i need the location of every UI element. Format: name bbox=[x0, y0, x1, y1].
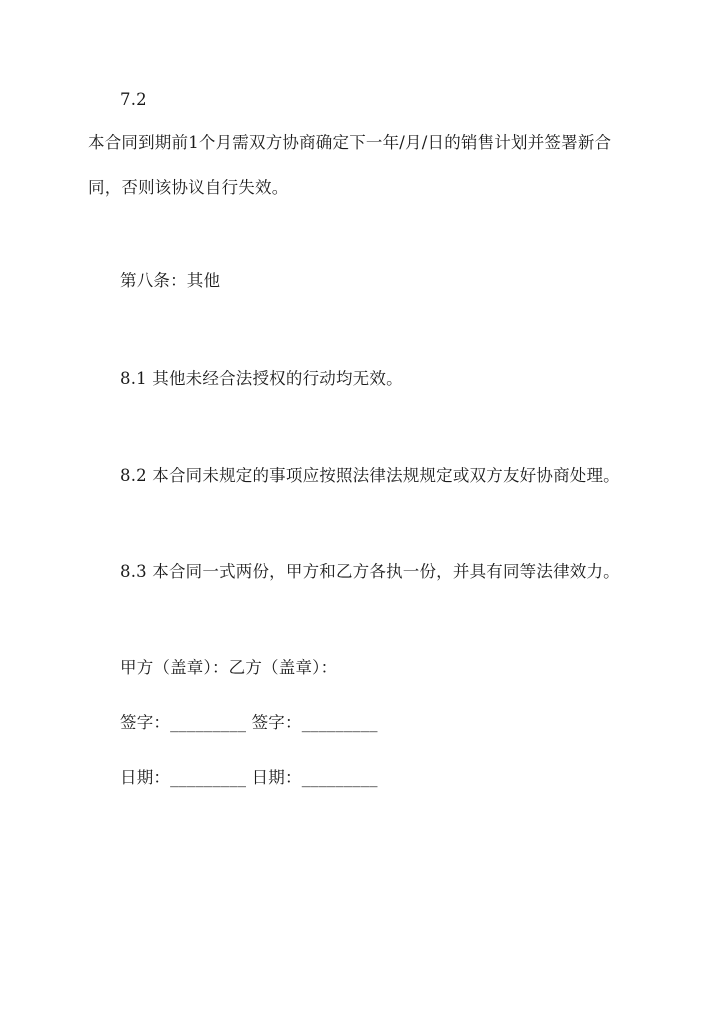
article-8-heading: 第八条：其他 bbox=[120, 271, 221, 290]
clause-8-3: 8.3 本合同一式两份，甲方和乙方各执一份，并具有同等法律效力。 bbox=[120, 562, 620, 581]
party-seal-line: 甲方（盖章）：乙方（盖章）： bbox=[120, 658, 338, 677]
clause-7-2-text-line-1: 本合同到期前1个月需双方协商确定下一年/月/日的销售计划并签署新合 bbox=[88, 133, 612, 152]
clause-7-2-number: 7.2 bbox=[120, 90, 147, 109]
clause-8-1: 8.1 其他未经合法授权的行动均无效。 bbox=[120, 369, 403, 388]
signature-line: 签字：_________ 签字：_________ bbox=[120, 713, 378, 732]
clause-7-2-text-line-2: 同，否则该协议自行失效。 bbox=[88, 178, 289, 197]
clause-8-2: 8.2 本合同未规定的事项应按照法律法规规定或双方友好协商处理。 bbox=[120, 466, 620, 485]
date-line: 日期：_________ 日期：_________ bbox=[120, 768, 378, 787]
